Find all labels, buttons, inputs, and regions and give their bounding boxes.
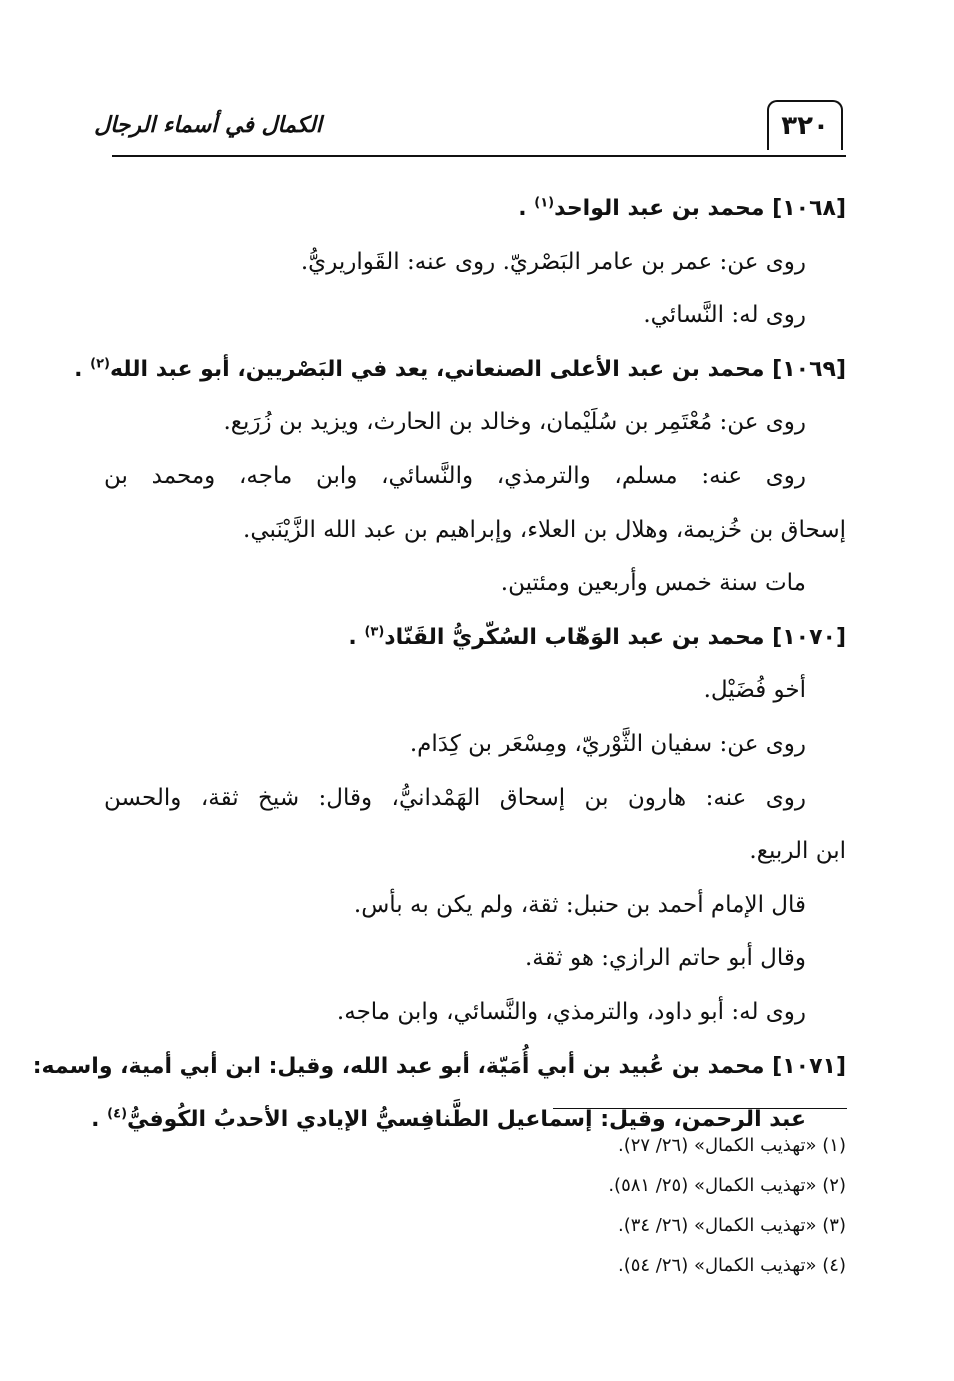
book-title-text: الكمال في أسماء الرجال (94, 112, 322, 138)
entry-line: قال الإمام أحمد بن حنبل: ثقة، ولم يكن به بأس. (353, 891, 806, 918)
entry-line: روى عن: مُعْتَمِر بن سُلَيْمان، وخالد بن الحارث، ويزيد بن زُرَيع. (223, 409, 806, 436)
footnote: (١) «تهذيب الكمال» (٢٦/ ٢٧). (617, 1135, 846, 1156)
entry-line: روى عن: عمر بن عامر البَصْريّ. روى عنه: القَواريريُّ. (300, 248, 806, 275)
entry-heading: [١٠٧١] محمد بن عُبيد بن أبي أُمَيّة، أبو عبد الله، وقيل: ابن أبي أمية، واسمه: (32, 1053, 846, 1079)
footnote: (٢) «تهذيب الكمال» (٢٥/ ٥٨١). (608, 1175, 846, 1196)
footnotes (104, 1126, 846, 1286)
entry-line: ابن الربيع. (749, 838, 846, 865)
entry-heading: [١٠٦٩] محمد بن عبد الأعلى الصنعاني، يعد في البَصْريين، أبو عبد الله$^{(٢)}$ . (74, 356, 846, 382)
footnote-ref: (٤) (107, 1106, 128, 1122)
entry-heading: [١٠٧٠] محمد بن عبد الوَهّاب السُكّريُّ القَنّاد$^{(٣)}$ . (348, 624, 846, 650)
footnote: (٣) «تهذيب الكمال» (٢٦/ ٣٤). (617, 1215, 846, 1236)
entry-line: أخو فُضَيْل. (703, 677, 806, 704)
entry-heading-continuation: عبد الرحمن، وقيل: إسماعيل الطَّنافِسيُّ الإيادي الأحدبُ الكُوفيُّ$^{(٤)}$ . (91, 1106, 806, 1133)
entry-line: روى له: النَّسائي. (643, 302, 806, 329)
page-number-text: ٣٢٠ (781, 111, 829, 141)
entry-line: روى عنه: مسلم، والترمذي، والنَّسائي، وابن ماجه، ومحمد بن (104, 462, 806, 489)
footnote: (٤) «تهذيب الكمال» (٢٦/ ٥٤). (617, 1255, 846, 1276)
entry-line: روى له: أبو داود، والترمذي، والنَّسائي، وابن ماجه. (336, 998, 806, 1025)
entry-line: إسحاق بن خُزيمة، وهلال بن العلاء، وإبراهيم بن عبد الله الزَّيْنَبي. (243, 516, 846, 543)
entry-line: وقال أبو حاتم الرازي: هو ثقة. (524, 945, 806, 972)
entry-line: روى عنه: هارون بن إسحاق الهَمْدانيُّ، وقال: شيخ ثقة، والحسن (104, 784, 806, 811)
main-text (32, 182, 846, 1147)
page-number (767, 100, 843, 150)
footnote-ref: (٢) (90, 356, 110, 372)
book-title-logo (94, 98, 322, 152)
footnote-ref: (١) (534, 195, 555, 211)
header-rule (112, 155, 846, 157)
entry-heading: [١٠٦٨] محمد بن عبد الواحد$^{(١)}$ . (518, 195, 846, 221)
footnote-separator (553, 1108, 847, 1109)
footnote-ref: (٣) (364, 624, 385, 640)
entry-line: مات سنة خمس وأربعين ومئتين. (500, 570, 806, 597)
entry-line: روى عن: سفيان الثَّوْريّ، ومِسْعَر بن كِدَام. (409, 730, 806, 757)
